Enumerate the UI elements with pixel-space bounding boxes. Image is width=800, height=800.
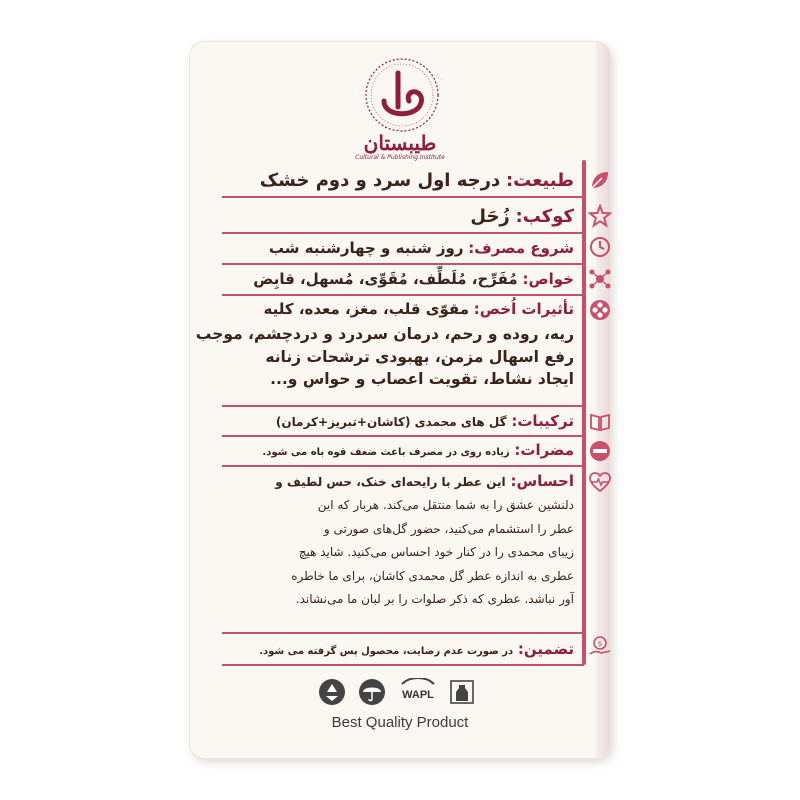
guarantee-key: تضمین: bbox=[517, 640, 574, 658]
brand-name: طیبستان bbox=[363, 131, 437, 155]
properties-key: خواص: bbox=[522, 270, 574, 288]
guarantee-value: در صورت عدم رضایت، محصول پس گرفته می شود. bbox=[259, 646, 514, 657]
row-ingredients bbox=[276, 412, 574, 430]
clock-icon bbox=[588, 235, 612, 259]
row-properties bbox=[253, 270, 574, 288]
wapl-label: WAPL bbox=[402, 689, 434, 701]
star-icon bbox=[588, 204, 612, 228]
feeling-line-4: زیبای محمدی را در کنار خود احساس می‌کنید. شاید هیچ bbox=[298, 545, 574, 559]
section-rail bbox=[582, 160, 586, 665]
effects-line-4: ایجاد نشاط، تقویت اعصاب و حواس و... bbox=[270, 370, 574, 388]
planet-value: زُحَل bbox=[470, 206, 510, 227]
row-nature bbox=[260, 170, 574, 192]
feeling-line-3: عطر را استشمام می‌کنید، حضور گل‌های صورتی و bbox=[323, 521, 574, 536]
molecule-icon bbox=[588, 267, 612, 291]
svg-text:$: $ bbox=[597, 640, 603, 648]
row-effects bbox=[264, 300, 574, 318]
brand-block bbox=[340, 132, 460, 162]
recycle-icon bbox=[318, 678, 346, 706]
row-feeling bbox=[275, 472, 574, 490]
effects-line-3: رفع اسهال مزمن، بهبودی ترشحات زنانه bbox=[265, 347, 574, 366]
flower-icon bbox=[588, 298, 612, 322]
ingredients-value: گل های محمدی (کاشان+تبریز+کرمان) bbox=[275, 415, 507, 429]
brand-subtitle: Cultural & Publishing Institute bbox=[355, 154, 445, 161]
usage-key: شروع مصرف: bbox=[468, 239, 574, 257]
umbrella-icon bbox=[358, 678, 386, 706]
nature-value: درجه اول سرد و دوم خشک bbox=[259, 170, 501, 191]
row-planet bbox=[470, 206, 574, 228]
divider-6 bbox=[222, 435, 584, 437]
divider-5 bbox=[222, 405, 584, 407]
planet-key: کوکب: bbox=[515, 206, 574, 227]
harms-value: زیاده روی در مصرف باعث ضعف قوه باه می شود. bbox=[262, 447, 510, 458]
brand-logo-icon bbox=[362, 55, 442, 135]
feeling-line-2: دلنشین عشق را به شما منتقل می‌کند. هربار که این bbox=[317, 498, 574, 512]
divider-1 bbox=[222, 196, 584, 198]
divider-7 bbox=[222, 465, 584, 467]
feeling-line-1: این عطر با رایحه‌ای خنک، حس لطیف و bbox=[275, 475, 506, 489]
usage-value: روز شنبه و چهارشنبه شب bbox=[268, 239, 464, 257]
harms-key: مضرات: bbox=[514, 441, 574, 459]
properties-value: مُفَرِّح، مُلَطِّف، مُقَوِّی، مُسهل، قابِض bbox=[253, 270, 518, 288]
ingredients-key: ترکیبات: bbox=[511, 412, 574, 430]
divider-3 bbox=[222, 263, 584, 265]
divider-9 bbox=[222, 664, 584, 666]
effects-body bbox=[196, 323, 574, 391]
row-usage bbox=[269, 239, 574, 257]
book-icon bbox=[588, 410, 612, 434]
row-harms bbox=[262, 441, 574, 459]
effects-line-1: مقوّی قلب، مغز، معده، کلیه bbox=[263, 300, 470, 318]
quality-label: Best Quality Product bbox=[331, 714, 469, 731]
divider-2 bbox=[222, 232, 584, 234]
feeling-key: احساس: bbox=[510, 472, 574, 490]
row-guarantee bbox=[259, 640, 574, 658]
footer-icons bbox=[318, 678, 488, 708]
divider-8 bbox=[222, 632, 584, 634]
nature-key: طبیعت: bbox=[505, 170, 574, 191]
feeling-body bbox=[291, 494, 574, 612]
bottle-icon bbox=[448, 678, 476, 706]
feeling-line-6: آور نباشد. عطری که ذکر صلوات را بر لبان ما می‌نشاند. bbox=[295, 592, 574, 606]
money-hand-icon bbox=[588, 634, 612, 658]
divider-4 bbox=[222, 294, 584, 296]
wapl-icon bbox=[400, 678, 436, 706]
feeling-line-5: عطری به اندازه عطر گل محمدی کاشان، برای ما خاطره bbox=[291, 568, 574, 583]
heartbeat-icon bbox=[588, 470, 612, 494]
leaf-icon bbox=[588, 168, 612, 192]
effects-line-2: ریه، روده و رحم، درمان سردرد و دردچشم، موجب bbox=[195, 325, 574, 343]
no-entry-icon bbox=[588, 439, 612, 463]
effects-key: تأثیرات اُخص: bbox=[473, 300, 574, 318]
